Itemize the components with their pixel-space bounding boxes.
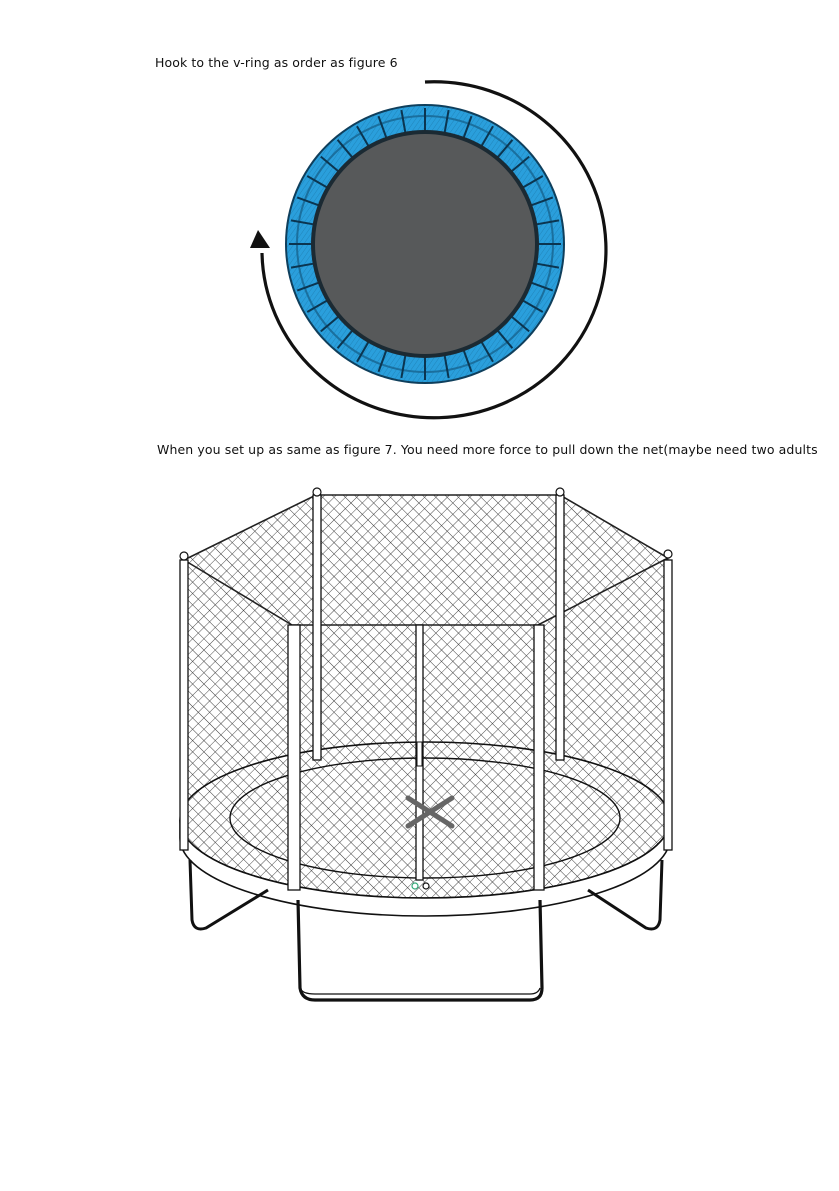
trampoline-frame	[180, 742, 670, 1000]
figure-7-trampoline-with-net	[170, 480, 690, 1005]
instruction-figure-6: Hook to the v-ring as order as figure 6	[155, 55, 398, 70]
figure-6-trampoline-top-view	[230, 70, 610, 420]
instruction-figure-7: When you set up as same as figure 7. You need more force to pull down the net(maybe need two adults	[157, 442, 818, 457]
trampoline-top-view	[285, 104, 565, 384]
